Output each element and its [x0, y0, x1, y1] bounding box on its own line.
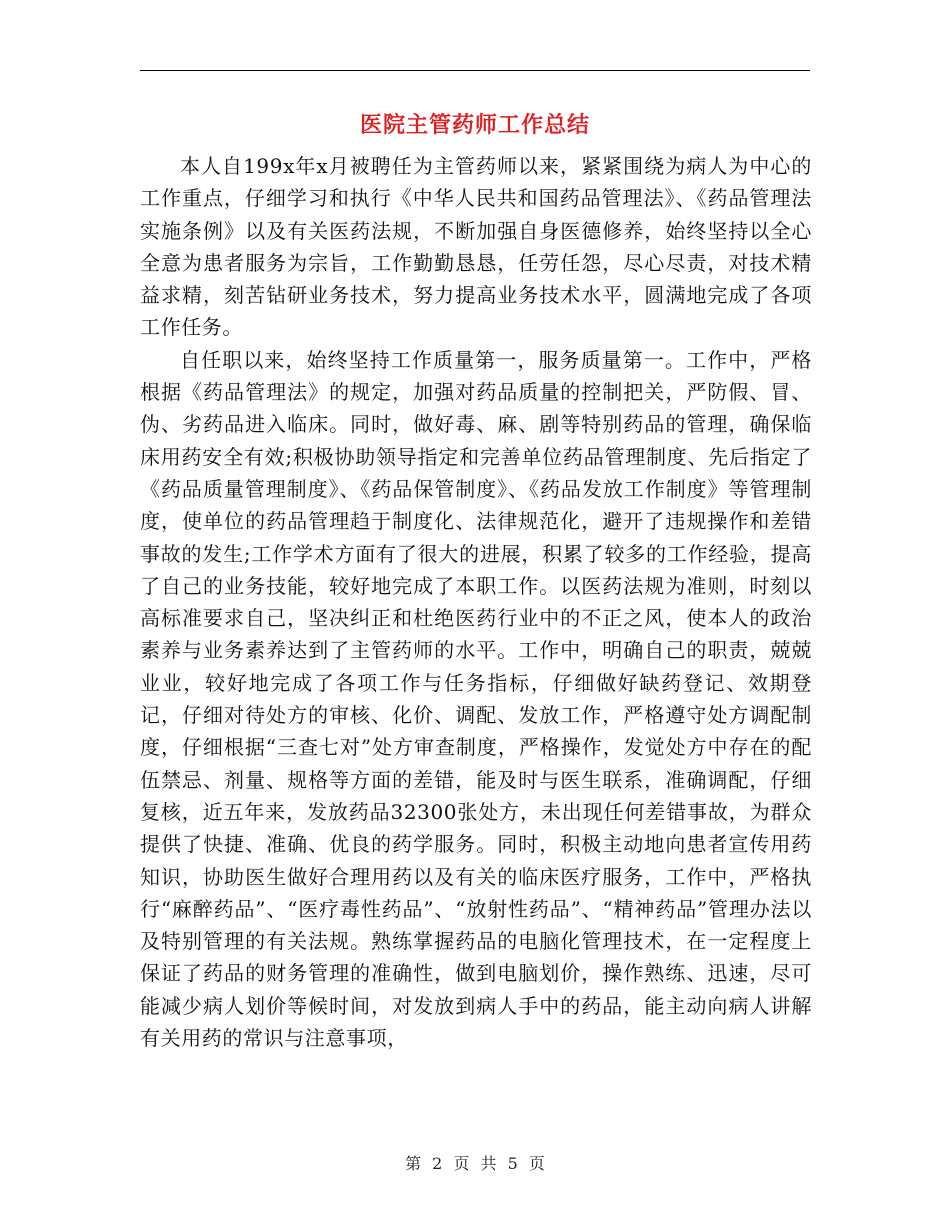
document-body	[140, 150, 812, 1054]
header-rule	[140, 70, 810, 71]
paragraph-1: 本人自199x年x月被聘任为主管药师以来，紧紧围绕为病人为中心的工作重点，仔细学习和执行《中华人民共和国药品管理法》、《药品管理法实施条例》以及有关医药法规，不断加强自身医德修养，始终坚持以全心全意为患者服务为宗旨，工作勤勤恳恳，任劳任怨，尽心尽责，对技术精益求精，刻苦钻研业务技术，努力提高业务技术水平，圆满地完成了各项工作任务。	[140, 154, 812, 340]
page-number: 第 2 页 共 5 页	[405, 1154, 545, 1173]
paragraph-2: 自任职以来，始终坚持工作质量第一，服务质量第一。工作中，严格根据《药品管理法》的规定，加强对药品质量的控制把关，严防假、冒、伪、劣药品进入临床。同时，做好毒、麻、剧等特别药品的管理，确保临床用药安全有效;积极协助领导指定和完善单位药品管理制度、先后指定了《药品质量管理制度》、《药品保管制度》、《药品发放工作制度》等管理制度，使单位的药品管理趋于制度化、法律规范化，避开了违规操作和差错事故的发生;工作学术方面有了很大的进展，积累了较多的工作经验，提高了自己的业务技能，较好地完成了本职工作。以医药法规为准则，时刻以高标准要求自己，坚决纠正和杜绝医药行业中的不正之风，使本人的政治素养与业务素养达到了主管药师的水平。工作中，明确自己的职责，兢兢业业，较好地完成了各项工作与任务指标，仔细做好缺药登记、效期登记，仔细对待处方的审核、化价、调配、发放工作，严格遵守处方调配制度，仔细根据“三查七对”处方审查制度，严格操作，发觉处方中存在的配伍禁忌、剂量、规格等方面的差错，能及时与医生联系，准确调配，仔细复核，近五年来，发放药品32300张处方，未出现任何差错事故，为群众提供了快捷、准确、优良的药学服务。同时，积极主动地向患者宣传用药知识，协助医生做好合理用药以及有关的临床医疗服务，工作中，严格执行“麻醉药品”、“医疗毒性药品”、“放射性药品”、“精神药品”管理办法以及特别管理的有关法规。熟练掌握药品的电脑化管理技术，在一定程度上保证了药品的财务管理的准确性，做到电脑划价，操作熟练、迅速，尽可能减少病人划价等候时间，对发放到病人手中的药品，能主动向病人讲解有关用药的常识与注意事项，	[140, 347, 812, 1051]
document-title: 医院主管药师工作总结	[359, 112, 590, 138]
